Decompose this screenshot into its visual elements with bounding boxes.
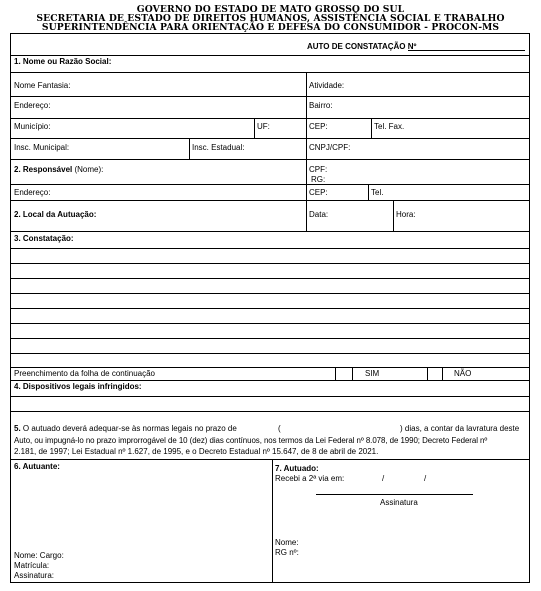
divider <box>393 200 394 231</box>
section-5-line-1 <box>14 423 528 435</box>
local-autuacao-title: 2. Local da Autuação: <box>14 210 97 219</box>
autuado-rg-label: RG nº: <box>275 548 299 557</box>
nao-label: NÃO <box>454 369 472 378</box>
section-5-text <box>14 423 528 458</box>
divider <box>11 231 529 232</box>
divider <box>189 138 190 159</box>
responsavel-tel-label: Tel. <box>371 188 384 197</box>
section-2-title-suffix: (Nome): <box>72 165 104 174</box>
insc-municipal-label: Insc. Municipal: <box>14 143 70 152</box>
autuante-matricula-label: Matrícula: <box>14 561 50 570</box>
divider <box>11 138 529 139</box>
inspection-form <box>10 33 530 583</box>
autuante-assinatura-label: Assinatura: <box>14 571 55 580</box>
section-5-text-b <box>400 423 519 435</box>
autuado-signature-line[interactable] <box>316 494 473 495</box>
section-5-line-2: Auto, ou impugná-lo no prazo improrrogável de 10 (dez) dias contínuos, nos termos da Lei Federal nº 8.078, de 1990; Decreto Federal nº <box>14 435 488 445</box>
header-line-2: SECRETARIA DE ESTADO DE DIREITOS HUMANOS, ASSISTÊNCIA SOCIAL E TRABALHO <box>36 13 505 24</box>
autuante-nome-cargo-label: Nome: Cargo: <box>14 551 64 560</box>
header-line-3: SUPERINTENDÊNCIA PARA ORIENTAÇÃO E DEFESA DO CONSUMIDOR - PROCON-MS <box>41 22 500 33</box>
constatacao-line[interactable] <box>11 293 529 294</box>
dispositivos-line[interactable] <box>11 411 529 412</box>
divider <box>11 118 529 119</box>
recebi-via-label: Recebi a 2ª via em: <box>275 474 345 483</box>
section-5-text-a <box>14 423 237 435</box>
tel-fax-label: Tel. Fax. <box>374 122 405 131</box>
dispositivos-line[interactable] <box>11 396 529 397</box>
divider <box>368 184 369 200</box>
prazo-paren-close: ) <box>400 424 403 433</box>
divider <box>371 118 372 138</box>
divider <box>442 367 443 380</box>
divider <box>352 367 353 380</box>
divider <box>11 459 529 460</box>
date-slash-1: / <box>382 474 385 483</box>
data-label: Data: <box>309 210 329 219</box>
auto-number-label: AUTO DE CONSTATAÇÃO Nº <box>307 42 417 51</box>
divider <box>272 459 273 583</box>
sim-checkbox[interactable] <box>336 368 351 379</box>
nao-checkbox[interactable] <box>428 368 441 379</box>
cnpj-cpf-label: CNPJ/CPF: <box>309 143 351 152</box>
divider <box>11 96 529 97</box>
date-slash-2: / <box>424 474 427 483</box>
hora-label: Hora: <box>396 210 416 219</box>
prazo-paren-open: ( <box>278 424 281 433</box>
constatacao-line[interactable] <box>11 323 529 324</box>
bairro-label: Bairro: <box>309 101 333 110</box>
section-1-title: 1. Nome ou Razão Social: <box>14 57 112 66</box>
auto-number-field[interactable] <box>408 50 525 51</box>
section-5-text-a-body: O autuado deverá adequar-se às normas legais no prazo de <box>22 424 237 433</box>
section-4-title: 4. Dispositivos legais infringidos: <box>14 382 142 391</box>
constatacao-line[interactable] <box>11 263 529 264</box>
constatacao-line[interactable] <box>11 248 529 249</box>
endereco-label: Endereço: <box>14 101 51 110</box>
section-5-line-3: 2.181, de 1997; Lei Estadual nº 1.627, de 1995, e o Decreto Estadual nº 15.647, de 8 de abril de 2021. <box>14 447 379 456</box>
divider <box>11 200 529 201</box>
rg-label: RG: <box>311 175 326 184</box>
section-3-title: 3. Constatação: <box>14 234 74 243</box>
section-2-title-bold: 2. Responsável <box>14 165 73 174</box>
sim-label: SIM <box>365 369 380 378</box>
uf-label: UF: <box>257 122 270 131</box>
constatacao-line[interactable] <box>11 338 529 339</box>
section-5-text-b-body: dias, a contar da lavratura deste <box>404 424 520 433</box>
insc-estadual-label: Insc. Estadual: <box>192 143 245 152</box>
autuado-nome-label: Nome: <box>275 538 299 547</box>
cpf-label: CPF: <box>309 165 328 174</box>
atividade-label: Atividade: <box>309 81 345 90</box>
continuacao-label: Preenchimento da folha de continuação <box>14 369 155 378</box>
divider <box>254 118 255 138</box>
section-5-number: 5. <box>14 424 21 433</box>
cep-label: CEP: <box>309 122 328 131</box>
responsavel-endereco-label: Endereço: <box>14 188 51 197</box>
divider <box>306 72 307 231</box>
divider <box>11 380 529 381</box>
divider <box>11 55 529 56</box>
autuado-assinatura-label: Assinatura <box>380 498 418 507</box>
header-line-1: GOVERNO DO ESTADO DE MATO GROSSO DO SUL <box>136 4 405 15</box>
divider <box>11 159 529 160</box>
section-2-title <box>14 165 103 175</box>
constatacao-line[interactable] <box>11 278 529 279</box>
divider <box>11 367 529 368</box>
constatacao-line[interactable] <box>11 308 529 309</box>
nome-fantasia-label: Nome Fantasia: <box>14 81 71 90</box>
divider <box>11 184 529 185</box>
section-6-title: 6. Autuante: <box>14 462 60 471</box>
divider <box>11 72 529 73</box>
section-7-title: 7. Autuado: <box>275 464 319 473</box>
responsavel-cep-label: CEP: <box>309 188 328 197</box>
municipio-label: Município: <box>14 122 51 131</box>
constatacao-line[interactable] <box>11 353 529 354</box>
